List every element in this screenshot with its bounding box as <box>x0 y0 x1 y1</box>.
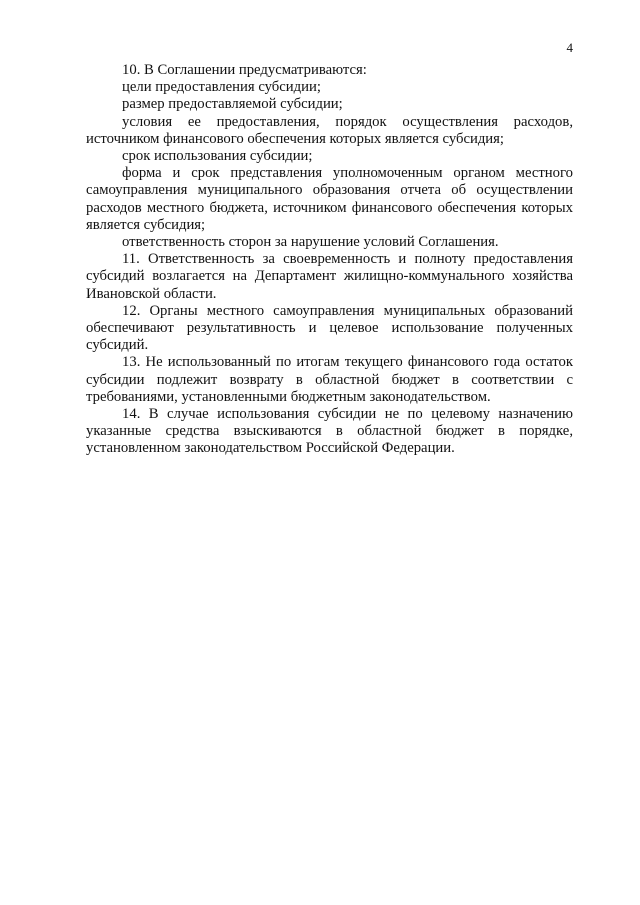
list-item-conditions: условия ее предоставления, порядок осуществления расходов, источником финансового обеспечения которых является субсидия; <box>86 113 573 147</box>
paragraph-14: 14. В случае использования субсидии не по целевому назначению указанные средства взыскиваются в областной бюджет в порядке, установленном законодательством Российской Федерации. <box>86 406 573 457</box>
paragraph-10-intro: 10. В Соглашении предусматриваются: <box>122 62 367 78</box>
list-item-term: срок использования субсидии; <box>122 148 313 165</box>
list-item-responsibility: ответственность сторон за нарушение условий Соглашения. <box>122 234 499 251</box>
paragraph-12: 12. Органы местного самоуправления муниципальных образований обеспечивают результативность и целевое использование полученных субсидий. <box>86 302 573 354</box>
document-body <box>86 62 573 458</box>
paragraph-13: 13. Не использованный по итогам текущего финансового года остаток субсидии подлежит возврату в областной бюджет в соответствии с требованиями, установленными бюджетным законодательством. <box>86 354 573 405</box>
paragraph-11: 11. Ответственность за своевременность и полноту предоставления субсидий возлагается на Департамент жилищно-коммунального хозяйства Ивановской области. <box>86 251 573 302</box>
list-item-goals: цели предоставления субсидии; <box>122 79 321 96</box>
list-item-amount: размер предоставляемой субсидии; <box>122 96 343 113</box>
list-item-report: форма и срок представления уполномоченным органом местного самоуправления муниципального образования отчета об осуществлении расходов местного бюджета, источником финансового обеспечения которых является субсидия; <box>86 165 573 233</box>
page-number: 4 <box>566 40 573 55</box>
